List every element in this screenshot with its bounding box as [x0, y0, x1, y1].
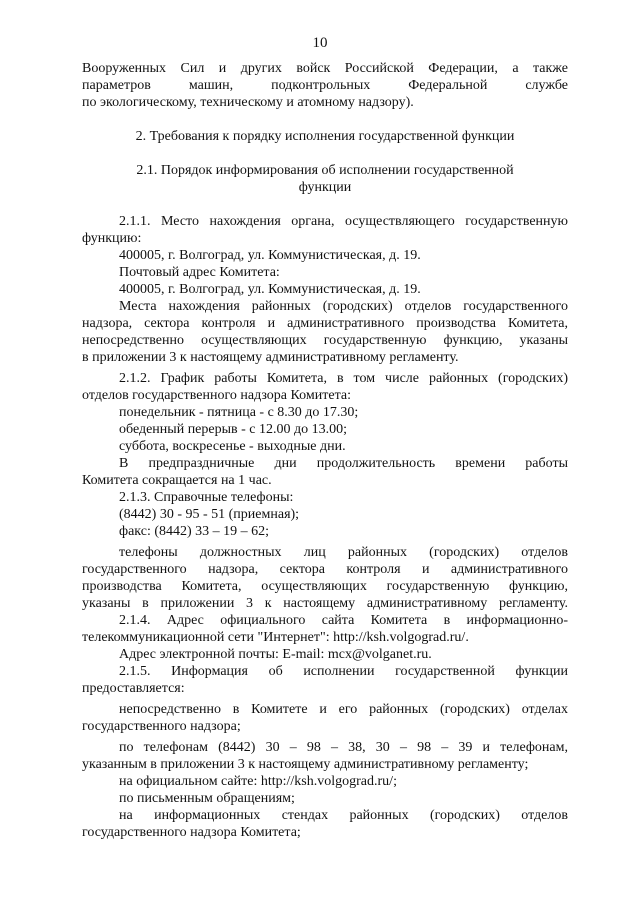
text-line: отделов государственного надзора Комитета:	[82, 388, 351, 403]
text-line: суббота, воскресенье - выходные дни.	[119, 439, 346, 454]
subsection-heading: 2.1. Порядок информирования об исполнении государственной	[136, 163, 514, 178]
text-line: по письменным обращениям;	[119, 791, 295, 806]
text-line: Комитета сокращается на 1 час.	[82, 473, 272, 488]
text-line: указанным в приложении 3 к настоящему административному регламенту;	[82, 757, 529, 772]
text-line: непосредственно в Комитете и его районных (городских) отделах	[119, 702, 568, 717]
text-line: производства Комитета, осуществляющих государственную функцию,	[82, 579, 568, 594]
text-line: функцию:	[82, 231, 142, 246]
text-line: государственного надзора, сектора контроля и административного	[82, 562, 568, 577]
text-line: Почтовый адрес Комитета:	[119, 265, 280, 280]
text-line: телекоммуникационной сети "Интернет": http://ksh.volgograd.ru/.	[82, 630, 469, 645]
text-line: надзора, сектора контроля и административного производства Комитета,	[82, 316, 568, 331]
text-line: факс: (8442) 33 – 19 – 62;	[119, 524, 270, 539]
text-line: 400005, г. Волгоград, ул. Коммунистическая, д. 19.	[119, 248, 421, 263]
text-line: государственного надзора;	[82, 719, 241, 734]
text-line: на официальном сайте: http://ksh.volgograd.ru/;	[119, 774, 397, 789]
text-line: параметров машин, подконтрольных Федеральной службе	[82, 78, 568, 93]
text-line: в приложении 3 к настоящему административному регламенту.	[82, 350, 459, 365]
text-line: (8442) 30 - 95 - 51 (приемная);	[119, 507, 300, 522]
text-line: указаны в приложении 3 к настоящему административному регламенту.	[82, 596, 568, 611]
page-number: 10	[312, 35, 328, 51]
text-line: Адрес электронной почты: E-mail: mcx@volganet.ru.	[119, 647, 432, 662]
subsection-heading: функции	[298, 180, 352, 195]
text-line: на информационных стендах районных (городских) отделов	[119, 808, 568, 823]
text-line: понедельник - пятница - с 8.30 до 17.30;	[119, 405, 359, 420]
text-line: телефоны должностных лиц районных (городских) отделов	[119, 545, 568, 560]
text-line: Вооруженных Сил и других войск Российской Федерации, а также	[82, 61, 568, 76]
text-line: 2.1.2. График работы Комитета, в том числе районных (городских)	[119, 371, 568, 386]
text-line: 2.1.1. Место нахождения органа, осуществляющего государственную	[119, 214, 568, 229]
text-line: по экологическому, техническому и атомному надзору).	[82, 95, 414, 110]
text-line: 400005, г. Волгоград, ул. Коммунистическая, д. 19.	[119, 282, 421, 297]
text-line: по телефонам (8442) 30 – 98 – 38, 30 – 98 – 39 и телефонам,	[119, 740, 568, 755]
text-line: обеденный перерыв - с 12.00 до 13.00;	[119, 422, 348, 437]
section-heading: 2. Требования к порядку исполнения государственной функции	[135, 129, 515, 144]
text-line: предоставляется:	[82, 681, 185, 696]
text-line: непосредственно осуществляющих государственную функцию, указаны	[82, 333, 568, 348]
text-line: 2.1.5. Информация об исполнении государственной функции	[119, 664, 568, 679]
text-line: Места нахождения районных (городских) отделов государственного	[119, 299, 568, 314]
text-line: 2.1.3. Справочные телефоны:	[119, 490, 294, 505]
text-line: 2.1.4. Адрес официального сайта Комитета в информационно-	[119, 613, 568, 628]
text-line: В предпраздничные дни продолжительность времени работы	[119, 456, 568, 471]
text-line: государственного надзора Комитета;	[82, 825, 301, 840]
